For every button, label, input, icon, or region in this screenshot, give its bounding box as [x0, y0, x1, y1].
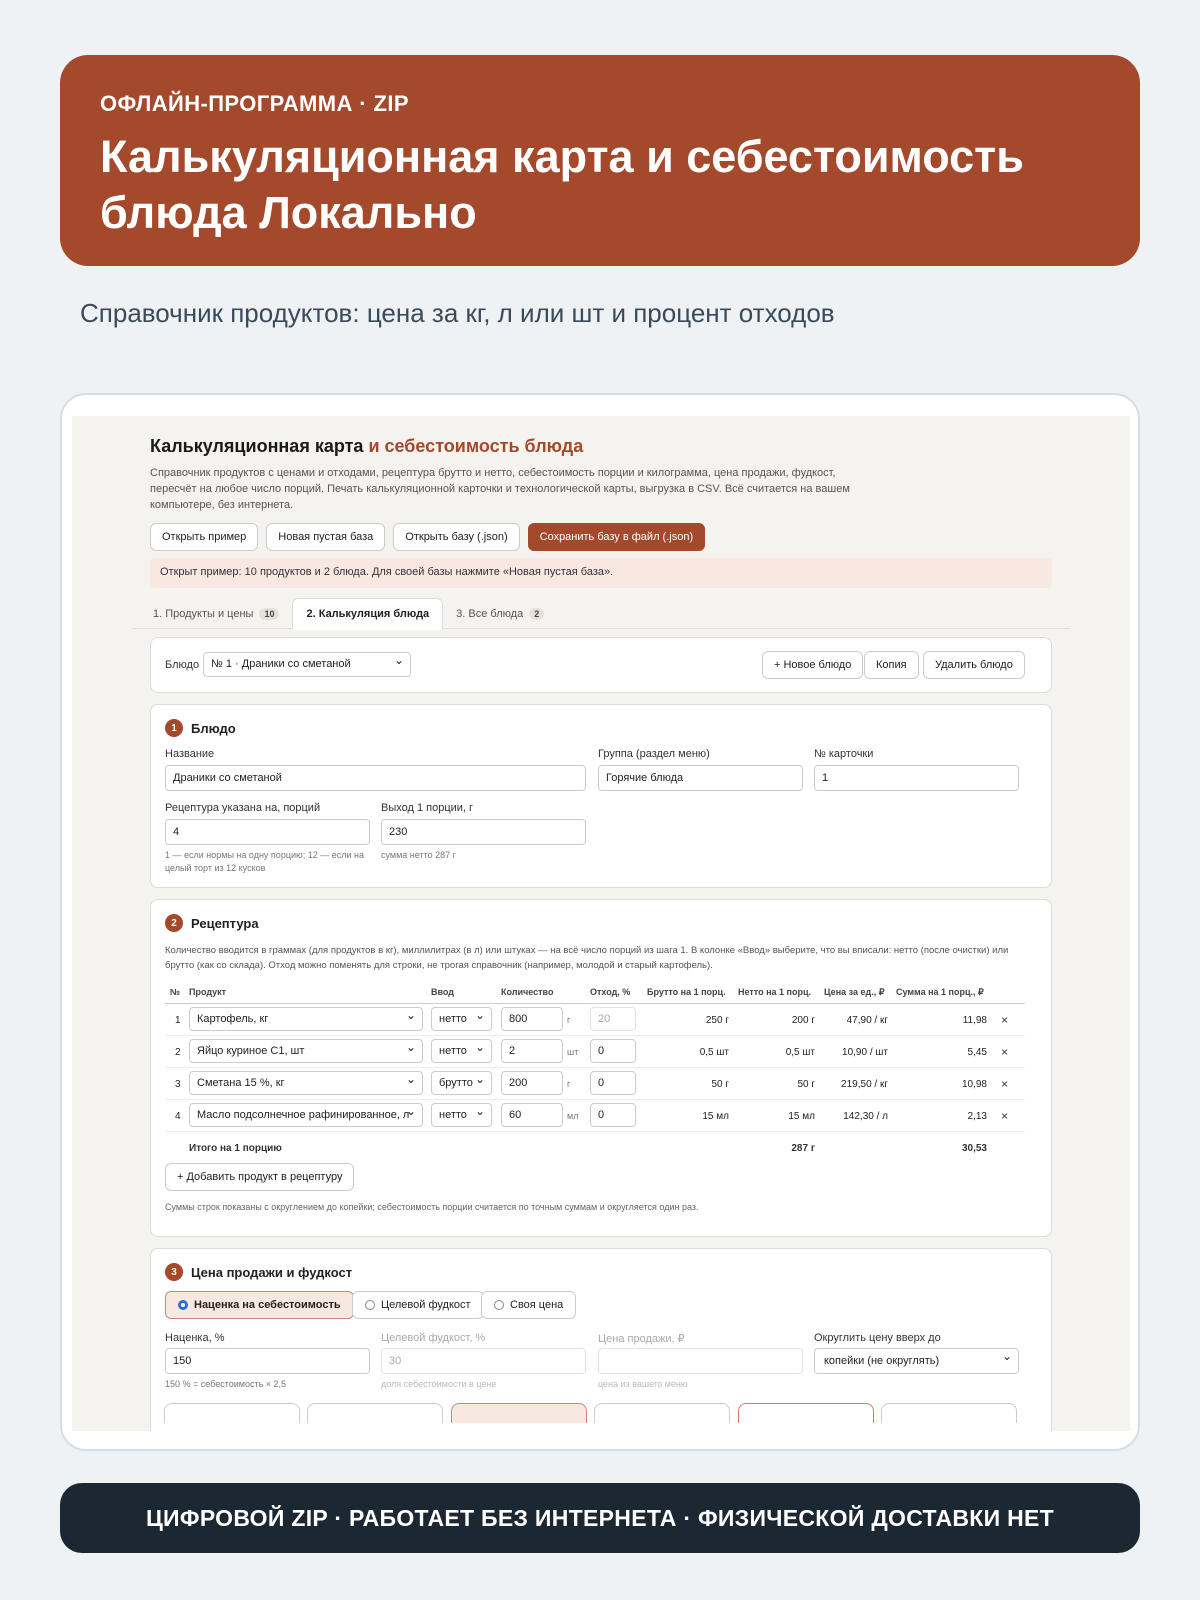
row-price: 219,50 / кг — [841, 1079, 888, 1090]
result-tile — [307, 1403, 443, 1423]
app-screen — [72, 416, 1130, 1431]
step1-dish-card — [150, 704, 1052, 888]
mode-markup-label: Наценка на себестоимость — [194, 1299, 341, 1311]
tab-products-badge: 10 — [259, 608, 279, 620]
app-description: Справочник продуктов с ценами и отходами, рецептура брутто и нетто, себестоимость порции и килограмма, цена продажи, фудкост, пересчёт на любое число порций. Печать калькуляционной карточки и технологической карты, выгрузка в CSV. Всё считается на вашем компьютере, без интернета. — [150, 467, 850, 511]
row-num: 3 — [175, 1079, 181, 1090]
sale-price-input[interactable] — [598, 1348, 803, 1374]
row-unit: г — [567, 1079, 571, 1089]
row-sum: 11,98 — [962, 1015, 987, 1026]
open-example-button[interactable]: Открыть пример — [150, 523, 258, 551]
portions-hint: 1 — если нормы на одну порцию; 12 — если на целый торт из 12 кусков — [165, 850, 365, 873]
mode-foodcost-radio[interactable] — [352, 1291, 484, 1319]
result-tile — [881, 1403, 1017, 1423]
step2-title: Рецептура — [191, 915, 259, 931]
tab-calculation[interactable] — [292, 598, 443, 630]
step3-header — [165, 1263, 352, 1281]
row-waste-input[interactable]: 0 — [590, 1039, 636, 1063]
portions-input[interactable]: 4 — [165, 819, 370, 845]
row-qty-input[interactable]: 60 — [501, 1103, 563, 1127]
save-db-button[interactable]: Сохранить базу в файл (.json) — [528, 523, 705, 551]
footer-banner: ЦИФРОВОЙ ZIP · РАБОТАЕТ БЕЗ ИНТЕРНЕТА · ФИЗИЧЕСКОЙ ДОСТАВКИ НЕТ — [60, 1483, 1140, 1553]
app-title-main: Калькуляционная карта — [150, 436, 364, 456]
tab-all-dishes-label: 3. Все блюда — [456, 607, 524, 620]
row-sum: 10,98 — [961, 1079, 987, 1090]
row-netto: 50 г — [797, 1079, 815, 1090]
hero-kicker: ОФЛАЙН-ПРОГРАММА · ZIP — [100, 91, 409, 116]
row-qty-input[interactable]: 2 — [501, 1039, 563, 1063]
row-waste-input[interactable]: 20 — [590, 1007, 636, 1031]
row-brutto: 250 г — [705, 1015, 729, 1026]
radio-off-icon — [365, 1300, 375, 1310]
mode-custom-radio[interactable] — [481, 1291, 576, 1319]
row-delete-icon[interactable]: × — [1001, 1045, 1009, 1059]
mode-markup-radio[interactable] — [165, 1291, 354, 1319]
row-mode-select[interactable]: нетто ⌄ — [431, 1103, 492, 1127]
recipe-table-header — [165, 987, 1025, 1003]
row-unit: шт — [567, 1047, 579, 1057]
radio-off-icon — [494, 1300, 504, 1310]
tab-bar — [132, 598, 1070, 629]
row-brutto: 15 мл — [702, 1111, 729, 1122]
recipe-description: Количество вводится в граммах (для продуктов в кг), миллилитрах (в л) или штуках — на всё число порций из шага 1. В колонке «Ввод» выберите, что вы вписали: нетто (после очистки) или брутто (как со склада). Отход можно поменять для строки, не трогая справочник (например, молодой и старый картофель). — [165, 945, 1009, 971]
col-num: № — [170, 987, 181, 997]
foodcost-hint: доля себестоимости в цене — [381, 1379, 497, 1389]
status-notice: Открыт пример: 10 продуктов и 2 блюда. Для своей базы нажмите «Новая пустая база». — [150, 558, 1052, 588]
col-brutto: Брутто на 1 порц. — [647, 987, 726, 997]
col-price: Цена за ед., ₽ — [824, 987, 885, 997]
step1-number: 1 — [165, 719, 183, 737]
row-product-select[interactable]: Яйцо куриное С1, шт ⌄ — [189, 1039, 423, 1063]
round-label: Округлить цену вверх до — [814, 1332, 941, 1344]
col-product: Продукт — [189, 987, 227, 997]
row-delete-icon[interactable]: × — [1001, 1013, 1009, 1027]
yield-hint: сумма нетто 287 г — [381, 850, 456, 860]
row-num: 1 — [175, 1015, 181, 1026]
row-mode-select[interactable]: нетто ⌄ — [431, 1039, 492, 1063]
row-sum: 5,45 — [967, 1047, 987, 1058]
sale-price-hint: цена из вашего меню — [598, 1379, 688, 1389]
row-num: 2 — [175, 1047, 181, 1058]
total-sum: 30,53 — [961, 1143, 987, 1154]
copy-dish-button[interactable]: Копия — [864, 651, 919, 679]
row-waste-input[interactable]: 0 — [590, 1071, 636, 1095]
page-subtitle: Справочник продуктов: цена за кг, л или шт и процент отходов — [80, 298, 835, 328]
screenshot-frame — [60, 393, 1140, 1451]
new-empty-db-button[interactable]: Новая пустая база — [266, 523, 385, 551]
row-qty-input[interactable]: 800 — [501, 1007, 563, 1031]
markup-hint: 150 % = себестоимость × 2,5 — [165, 1379, 287, 1389]
col-mode: Ввод — [431, 987, 455, 997]
hero-title: Калькуляционная карта и себестоимость блюда Локально — [100, 131, 1024, 238]
step2-recipe-card — [150, 899, 1052, 1237]
database-toolbar — [150, 523, 705, 551]
row-product-select[interactable]: Картофель, кг ⌄ — [189, 1007, 423, 1031]
dish-select-label: Блюдо — [165, 659, 200, 671]
round-select[interactable]: копейки (не округлять) ⌄ — [814, 1348, 1019, 1374]
radio-on-icon — [178, 1300, 188, 1310]
row-price: 142,30 / л — [843, 1111, 888, 1122]
markup-input[interactable]: 150 — [165, 1348, 370, 1374]
row-waste-input[interactable]: 0 — [590, 1103, 636, 1127]
app-title — [150, 436, 583, 457]
row-brutto: 0,5 шт — [699, 1047, 729, 1058]
recipe-row — [165, 1100, 1025, 1132]
row-netto: 15 мл — [788, 1111, 815, 1122]
tab-products-label: 1. Продукты и цены — [153, 607, 254, 620]
row-product-select[interactable]: Масло подсолнечное рафинированное, л ⌄ — [189, 1103, 423, 1127]
delete-dish-button[interactable]: Удалить блюдо — [923, 651, 1025, 679]
row-delete-icon[interactable]: × — [1001, 1109, 1009, 1123]
foodcost-input[interactable]: 30 — [381, 1348, 586, 1374]
dish-selector-card — [150, 637, 1052, 693]
step2-header — [165, 914, 259, 932]
result-tile — [164, 1403, 300, 1423]
tab-products[interactable] — [140, 598, 292, 629]
yield-label: Выход 1 порции, г — [381, 802, 474, 814]
yield-input[interactable]: 230 — [381, 819, 586, 845]
row-delete-icon[interactable]: × — [1001, 1077, 1009, 1091]
row-price: 47,90 / кг — [846, 1015, 888, 1026]
rounding-note: Суммы строк показаны с округлением до копейки; себестоимость порции считается по точным суммам и округляется один раз. — [165, 1202, 699, 1212]
foodcost-label: Целевой фудкост, % — [381, 1332, 486, 1344]
tab-calculation-label: 2. Калькуляция блюда — [306, 608, 430, 620]
portions-label: Рецептура указана на, порций — [165, 802, 321, 814]
step1-header — [165, 719, 236, 737]
total-netto: 287 г — [791, 1143, 815, 1154]
dish-name-input[interactable]: Драники со сметаной — [165, 765, 586, 791]
row-product-select[interactable]: Сметана 15 %, кг ⌄ — [189, 1071, 423, 1095]
col-qty: Количество — [501, 987, 554, 997]
row-mode-select[interactable]: нетто ⌄ — [431, 1007, 492, 1031]
add-product-button[interactable]: + Добавить продукт в рецептуру — [165, 1163, 354, 1191]
sale-price-label: Цена продажи, ₽ — [598, 1333, 685, 1345]
step3-number: 3 — [165, 1263, 183, 1281]
dish-name-label: Название — [165, 748, 215, 760]
row-netto: 0,5 шт — [785, 1047, 815, 1058]
open-db-button[interactable]: Открыть базу (.json) — [393, 523, 519, 551]
hero-banner — [60, 55, 1140, 266]
card-number-label: № карточки — [814, 748, 874, 760]
new-dish-button[interactable]: + Новое блюдо — [762, 651, 863, 679]
step3-title: Цена продажи и фудкост — [191, 1264, 353, 1280]
row-unit: мл — [567, 1111, 579, 1121]
tab-all-dishes[interactable] — [443, 598, 557, 629]
result-tile — [594, 1403, 730, 1423]
recipe-row — [165, 1068, 1025, 1100]
result-tile — [738, 1403, 874, 1423]
mode-foodcost-label: Целевой фудкост — [381, 1299, 471, 1311]
total-label: Итого на 1 порцию — [189, 1143, 282, 1154]
step1-title: Блюдо — [191, 720, 236, 736]
card-number-input[interactable]: 1 — [814, 765, 1019, 791]
recipe-row — [165, 1004, 1025, 1036]
result-tile — [451, 1403, 587, 1423]
mode-custom-label: Своя цена — [510, 1299, 564, 1311]
row-sum: 2,13 — [967, 1111, 987, 1122]
dish-group-label: Группа (раздел меню) — [598, 748, 710, 760]
row-brutto: 50 г — [711, 1079, 729, 1090]
row-mode-select[interactable]: брутто ⌄ — [431, 1071, 492, 1095]
recipe-row — [165, 1036, 1025, 1068]
dish-select[interactable]: № 1 · Драники со сметаной ⌄ — [203, 652, 411, 677]
step2-number: 2 — [165, 914, 183, 932]
col-sum: Сумма на 1 порц., ₽ — [896, 987, 984, 997]
row-price: 10,90 / шт — [842, 1047, 888, 1058]
row-num: 4 — [175, 1111, 181, 1122]
row-netto: 200 г — [791, 1015, 815, 1026]
col-waste: Отход, % — [590, 987, 631, 997]
row-unit: г — [567, 1015, 571, 1025]
row-qty-input[interactable]: 200 — [501, 1071, 563, 1095]
tab-all-dishes-badge: 2 — [529, 608, 544, 620]
col-netto: Нетто на 1 порц. — [738, 987, 811, 997]
markup-label: Наценка, % — [165, 1332, 225, 1344]
app-title-accent: и себестоимость блюда — [363, 436, 584, 456]
dish-group-input[interactable]: Горячие блюда — [598, 765, 803, 791]
